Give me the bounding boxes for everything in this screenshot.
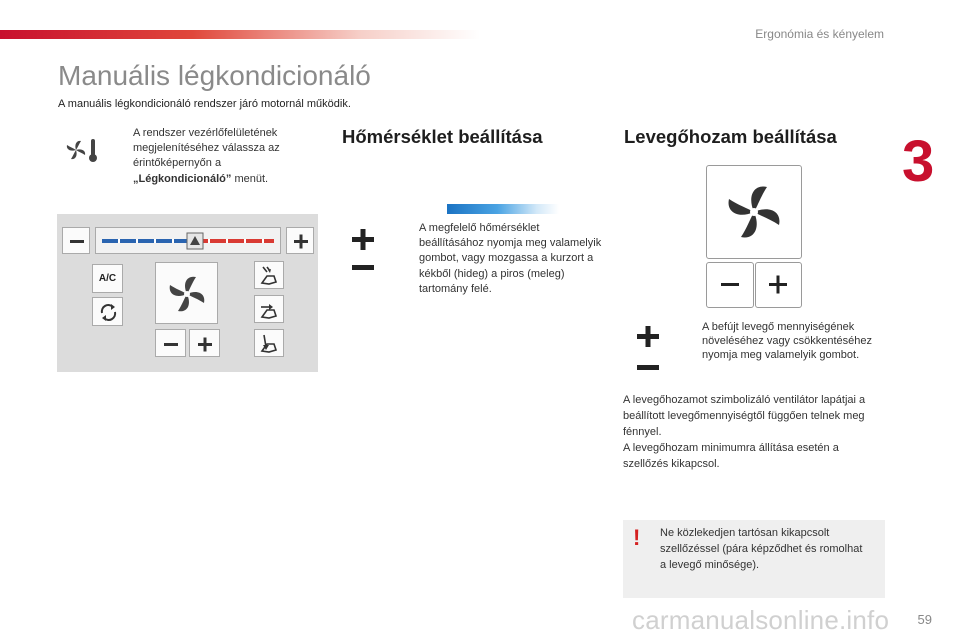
watermark: carmanualsonline.info xyxy=(632,605,890,635)
airflow-paragraph-2: A levegőhozam minimumra állítása esetén a szellőzés kikapcsol. xyxy=(623,442,839,470)
intro-menu-name: „Légkondicionáló” xyxy=(133,172,232,185)
temperature-text: A megfelelő hőmérséklet beállításához nyomja meg valamelyik gombot, vagy mozgassa a kurzort a kékből (hideg) a piros (meleg) tartomány felé. xyxy=(419,222,602,295)
page-title: Manuális légkondicionáló xyxy=(58,60,371,91)
intro-text-post: menüt. xyxy=(231,172,269,185)
page-number: 59 xyxy=(917,612,932,627)
recirculation-button[interactable] xyxy=(92,297,123,326)
airflow-plus-minus-icon xyxy=(636,325,660,373)
fan-plus-button[interactable] xyxy=(189,329,220,357)
airflow-bullet-text: A befújt levegő mennyiségének növeléséhez vagy csökkentéséhez nyomja meg valamelyik gombot. xyxy=(702,321,872,361)
plus-minus-icon xyxy=(351,228,375,274)
ac-button-label: A/C xyxy=(98,273,117,284)
section-accent-bar xyxy=(447,204,559,214)
warning-icon: ! xyxy=(633,525,641,550)
airflow-minus-button[interactable] xyxy=(706,262,754,308)
chapter-title: Ergonómia és kényelem xyxy=(755,27,884,41)
warning-box xyxy=(623,520,885,598)
air-conditioning-menu-icon xyxy=(64,136,100,164)
temperature-heading: Hőmérséklet beállítása xyxy=(342,126,543,147)
warning-text: Ne közlekedjen tartósan kikapcsolt szellőzéssel (pára képződhet és romolhat a levegő minősége). xyxy=(660,527,863,571)
air-distribution-windscreen-button[interactable] xyxy=(254,261,284,289)
chapter-number: 3 xyxy=(902,129,935,194)
air-distribution-feet-button[interactable] xyxy=(254,329,284,357)
intro-text xyxy=(133,126,311,187)
header-accent-bar xyxy=(0,30,480,39)
temperature-minus-button[interactable] xyxy=(62,227,90,254)
air-distribution-face-button[interactable] xyxy=(254,295,284,323)
climate-control-panel xyxy=(57,214,318,372)
intro-text-pre: A rendszer vezérlőfelületének megjelenítéséhez válassza az érintőképernyőn a xyxy=(133,127,280,170)
fan-minus-button[interactable] xyxy=(155,329,186,357)
temperature-plus-button[interactable] xyxy=(286,227,314,254)
airflow-heading: Levegőhozam beállítása xyxy=(624,126,837,147)
page-subtitle: A manuális légkondicionáló rendszer járó motornál működik. xyxy=(58,98,351,110)
temperature-slider[interactable] xyxy=(95,227,281,254)
fan-display-icon xyxy=(706,165,802,259)
airflow-paragraph-1: A levegőhozamot szimbolizáló ventilátor lapátjai a beállított levegőmennyiségtől függően telnek meg fénnyel. xyxy=(623,394,866,438)
airflow-plus-button[interactable] xyxy=(755,262,802,308)
fan-speed-indicator xyxy=(155,262,218,324)
ac-toggle-button[interactable] xyxy=(92,264,123,293)
